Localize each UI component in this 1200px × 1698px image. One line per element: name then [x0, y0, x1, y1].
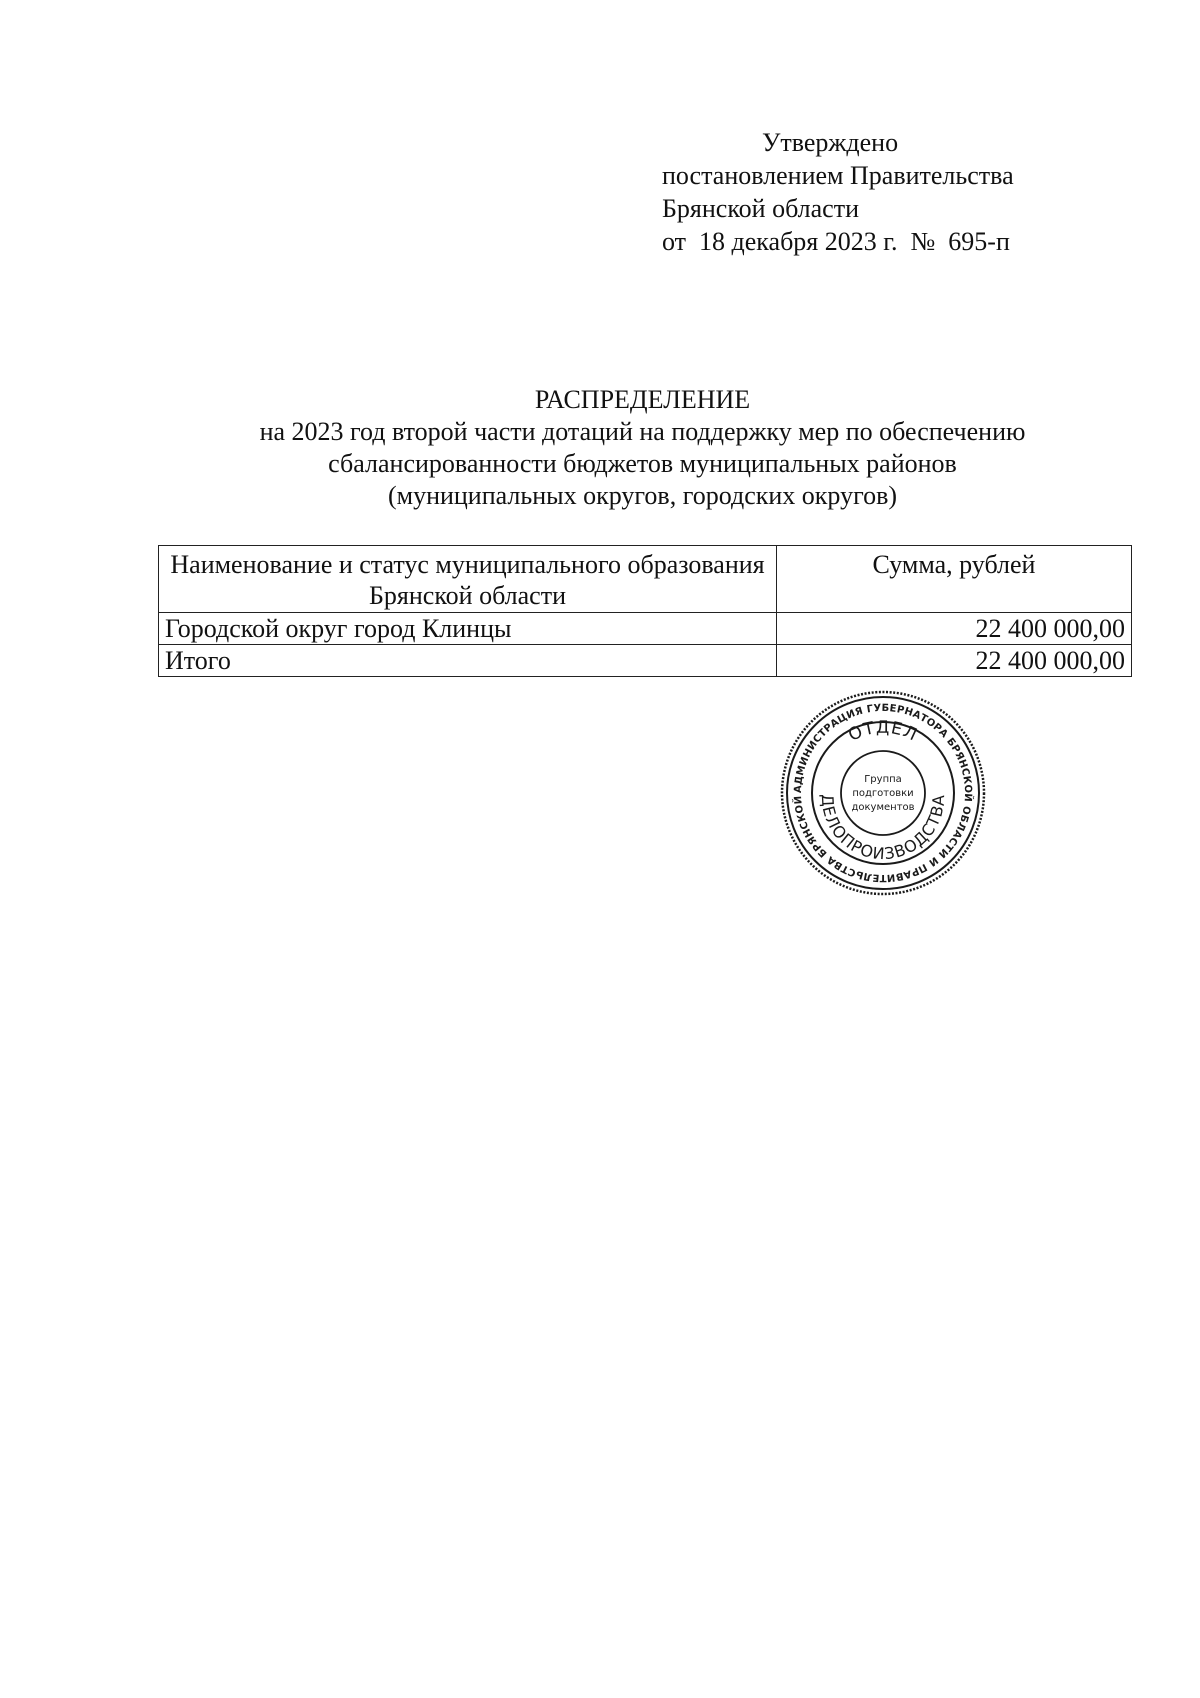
row-name: Городской округ город Клинцы	[159, 613, 777, 645]
approval-line-3: Брянской области	[662, 194, 859, 223]
document-title	[160, 384, 1125, 512]
row-sum: 22 400 000,00	[777, 613, 1132, 645]
stamp-ring-text: АДМИНИСТРАЦИЯ ГУБЕРНАТОРА БРЯНСКОЙ ОБЛАСТИ И ПРАВИТЕЛЬСТВА БРЯНСКОЙ	[792, 702, 974, 884]
table-header-row	[159, 546, 1132, 613]
title-line-1: на 2023 год второй части дотаций на поддержку мер по обеспечению	[259, 417, 1026, 446]
stamp-center-line-1: Группа	[864, 774, 902, 785]
approval-block	[662, 126, 1082, 258]
stamp-center-line-3: документов	[851, 802, 915, 813]
header-sum: Сумма, рублей	[777, 546, 1132, 613]
official-stamp	[778, 688, 988, 898]
total-label: Итого	[159, 645, 777, 677]
approval-line-2: постановлением Правительства	[662, 161, 1014, 190]
total-sum: 22 400 000,00	[777, 645, 1132, 677]
stamp-center-line-2: подготовки	[852, 788, 914, 799]
approval-line-1: Утверждено	[762, 128, 899, 157]
header-name: Наименование и статус муниципального образования Брянской области	[159, 546, 777, 613]
table-total-row	[159, 645, 1132, 677]
title-line-3: (муниципальных округов, городских округов)	[387, 481, 898, 510]
stamp-arc-bottom: ДЕЛОПРОИЗВОДСТВА	[817, 793, 949, 864]
approval-line-4: от 18 декабря 2023 г. № 695-п	[662, 227, 1010, 256]
stamp-seal	[778, 688, 988, 898]
stamp-arc-top: ОТДЕЛ	[845, 717, 921, 746]
title-line-2: сбалансированности бюджетов муниципальных районов	[328, 449, 957, 478]
distribution-table	[158, 545, 1132, 677]
table-row	[159, 613, 1132, 645]
svg-text:ОТДЕЛ	[845, 718, 920, 746]
title-heading: РАСПРЕДЕЛЕНИЕ	[534, 385, 751, 414]
